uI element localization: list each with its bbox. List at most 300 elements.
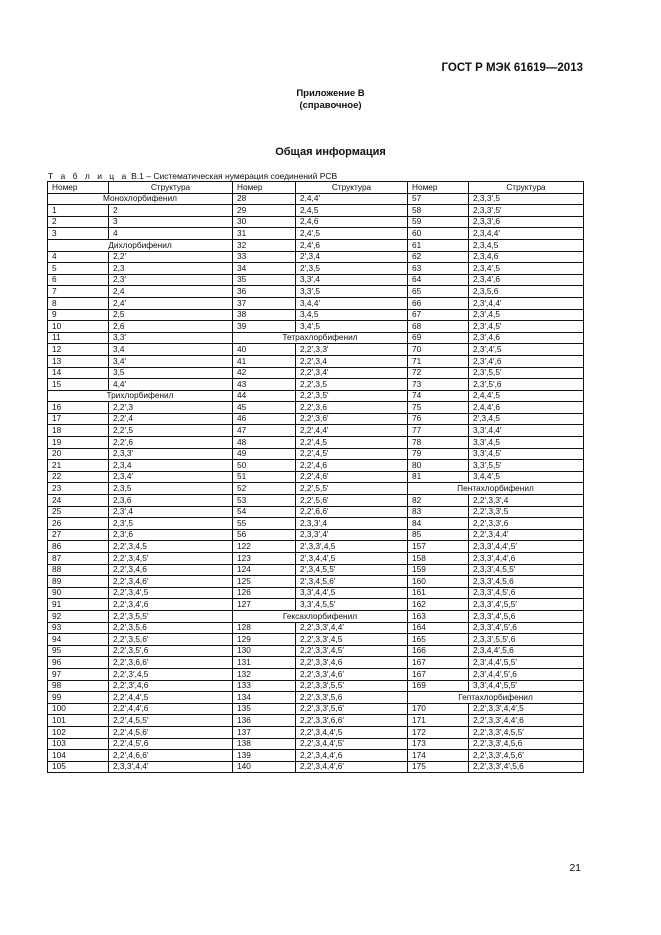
- table-cell: 158: [408, 553, 469, 565]
- table-cell: 79: [408, 448, 469, 460]
- table-cell: 123: [233, 553, 296, 565]
- table-cell: 2,2′,3,3′,4,4′: [296, 622, 408, 634]
- table-row: [48, 239, 584, 251]
- table-cell: 3: [48, 228, 109, 240]
- table-cell: 2,3,4: [109, 460, 233, 472]
- table-cell: 2,2′,3,4,4′,5: [296, 726, 408, 738]
- table-cell: 2,2′,3,4′,6: [109, 599, 233, 611]
- table-cell: 3,3′: [109, 332, 233, 344]
- table-cell: 76: [408, 413, 469, 425]
- table-cell: 23: [48, 483, 109, 495]
- table-cell: 38: [233, 309, 296, 321]
- table-cell: 2,2′,3,3′: [296, 344, 408, 356]
- table-row: [48, 529, 584, 541]
- pcb-numbering-table: [47, 181, 584, 773]
- table-cell: 2,2′,3,3′,4,4′,5: [469, 703, 584, 715]
- table-row: [48, 263, 584, 275]
- table-cell: 2,2′,4,4′,5: [109, 692, 233, 704]
- table-cell: 96: [48, 657, 109, 669]
- table-cell: 2,3,3′,4,4′,5′: [469, 541, 584, 553]
- table-cell: 140: [233, 761, 296, 773]
- table-caption: [48, 171, 337, 181]
- table-cell: 126: [233, 587, 296, 599]
- table-cell: 2,3,3′,5,5′,6: [469, 634, 584, 646]
- table-cell: 51: [233, 471, 296, 483]
- table-cell: 40: [233, 344, 296, 356]
- table-cell: 92: [48, 610, 109, 622]
- table-cell: 2,4,4′,6: [469, 402, 584, 414]
- table-cell: 2,2′,5,6′: [296, 495, 408, 507]
- table-cell: 103: [48, 738, 109, 750]
- table-cell: 73: [408, 379, 469, 391]
- table-cell: 34: [233, 263, 296, 275]
- column-header-structure: Структура: [296, 182, 408, 194]
- table-cell: 2,3′,4,5′: [469, 321, 584, 333]
- table-cell: 90: [48, 587, 109, 599]
- table-cell: 2,2′,3,3′,4,5,5′: [469, 726, 584, 738]
- table-cell: 71: [408, 355, 469, 367]
- table-cell: 2,3,4,4′,5,6: [469, 645, 584, 657]
- table-cell: 2,2′,3,4,5′: [109, 553, 233, 565]
- table-cell: 2,2′,3,3′,5,6′: [296, 703, 408, 715]
- congener-group-heading: Дихлорбифенил: [48, 239, 233, 251]
- table-cell: 18: [48, 425, 109, 437]
- table-cell: 22: [48, 471, 109, 483]
- table-row: [48, 413, 584, 425]
- table-cell: 2,2′,3,4,4′,6′: [296, 761, 408, 773]
- table-row: [48, 367, 584, 379]
- table-cell: 3,3′,4,5: [469, 437, 584, 449]
- table-cell: 2,2′,3,5,6′: [109, 634, 233, 646]
- table-cell: 37: [233, 297, 296, 309]
- table-cell: 16: [48, 402, 109, 414]
- table-cell: 62: [408, 251, 469, 263]
- table-cell: 2,4′,6: [296, 239, 408, 251]
- table-cell: 43: [233, 379, 296, 391]
- table-cell: 2,2′,3,4,4′: [469, 529, 584, 541]
- table-cell: 2,2′,3: [109, 402, 233, 414]
- table-cell: 135: [233, 703, 296, 715]
- table-cell: 129: [233, 634, 296, 646]
- table-cell: 2,5: [109, 309, 233, 321]
- table-cell: 2,2′,3,3′,6,6′: [296, 715, 408, 727]
- table-row: [48, 483, 584, 495]
- table-cell: 57: [408, 193, 469, 205]
- table-cell: 2,2′,3,4,6: [109, 564, 233, 576]
- table-cell: 85: [408, 529, 469, 541]
- table-cell: 46: [233, 413, 296, 425]
- table-cell: 2,2′,3,5′: [296, 390, 408, 402]
- table-cell: 2,2′,3,6,6′: [109, 657, 233, 669]
- table-cell: 26: [48, 518, 109, 530]
- table-cell: 2,2′,3,4′,5: [109, 587, 233, 599]
- table-cell: 2,3,3′,4,5′,6: [469, 587, 584, 599]
- table-row: [48, 587, 584, 599]
- table-row: [48, 193, 584, 205]
- table-cell: 39: [233, 321, 296, 333]
- table-cell: 91: [48, 599, 109, 611]
- table-cell: 82: [408, 495, 469, 507]
- table-cell: 2,2′,4,6′: [296, 471, 408, 483]
- table-cell: 3,5: [109, 367, 233, 379]
- standard-designation: ГОСТ Р МЭК 61619—2013: [441, 62, 583, 74]
- table-cell: 2,2′,3,4′: [296, 367, 408, 379]
- table-cell: 4: [109, 228, 233, 240]
- table-cell: 2,3,3′,4,5,6: [469, 576, 584, 588]
- table-cell: 128: [233, 622, 296, 634]
- table-cell: 2,2′,3,6′: [296, 413, 408, 425]
- table-row: [48, 576, 584, 588]
- table-cell: 105: [48, 761, 109, 773]
- table-cell: 81: [408, 471, 469, 483]
- column-header-structure: Структура: [109, 182, 233, 194]
- table-row: [48, 355, 584, 367]
- congener-group-heading: Тетрахлорбифенил: [233, 332, 408, 344]
- table-row: [48, 726, 584, 738]
- table-row: [48, 553, 584, 565]
- table-cell: 2,2′,3,3′,5,6: [296, 692, 408, 704]
- table-cell: 42: [233, 367, 296, 379]
- table-cell: 134: [233, 692, 296, 704]
- table-cell: 74: [408, 390, 469, 402]
- table-caption-prefix: Т а б л и ц а: [48, 171, 129, 181]
- table-cell: 47: [233, 425, 296, 437]
- table-cell: 63: [408, 263, 469, 275]
- table-cell: 69: [408, 332, 469, 344]
- table-cell: 54: [233, 506, 296, 518]
- table-cell: 2,4′,5: [296, 228, 408, 240]
- table-cell: 3,3′,4,4′,5,5′: [469, 680, 584, 692]
- section-title: Общая информация: [275, 146, 386, 158]
- table-cell: 2,2′,4,5,6′: [109, 726, 233, 738]
- table-cell: 125: [233, 576, 296, 588]
- table-cell: 2,3′,6: [109, 529, 233, 541]
- table-cell: 32: [233, 239, 296, 251]
- congener-group-heading: Трихлорбифенил: [48, 390, 233, 402]
- congener-group-heading: Гептахлорбифенил: [408, 692, 584, 704]
- table-row: [48, 715, 584, 727]
- table-cell: 2,3,3′,4′,5′,6: [469, 622, 584, 634]
- table-cell: 36: [233, 286, 296, 298]
- table-cell: 2,2′,4,6: [296, 460, 408, 472]
- table-cell: 10: [48, 321, 109, 333]
- table-cell: 77: [408, 425, 469, 437]
- table-row: [48, 668, 584, 680]
- table-cell: 133: [233, 680, 296, 692]
- table-cell: 165: [408, 634, 469, 646]
- table-cell: 59: [408, 216, 469, 228]
- table-cell: 84: [408, 518, 469, 530]
- table-cell: 139: [233, 750, 296, 762]
- table-cell: 45: [233, 402, 296, 414]
- table-row: [48, 251, 584, 263]
- table-cell: 12: [48, 344, 109, 356]
- table-cell: 1: [48, 205, 109, 217]
- congener-group-heading: Монохлорбифенил: [48, 193, 233, 205]
- table-cell: 2,2′,3′,4,6: [109, 680, 233, 692]
- table-cell: 104: [48, 750, 109, 762]
- table-cell: 53: [233, 495, 296, 507]
- table-cell: 2,2′,3,3′,4,6: [296, 657, 408, 669]
- table-cell: 2,2′,3,6: [296, 402, 408, 414]
- table-cell: 2,3,4′: [109, 471, 233, 483]
- table-cell: 2,2′,3,4,6′: [109, 576, 233, 588]
- table-row: [48, 610, 584, 622]
- table-cell: 3,3′,4,4′: [469, 425, 584, 437]
- table-cell: 30: [233, 216, 296, 228]
- table-cell: 2,3′,5: [109, 518, 233, 530]
- table-cell: 2,3,3′,4,5,5′: [469, 564, 584, 576]
- table-cell: 6: [48, 274, 109, 286]
- table-header-row: [48, 182, 584, 194]
- table-cell: 97: [48, 668, 109, 680]
- table-cell: 2,2′,3,3′,6: [469, 518, 584, 530]
- table-cell: 50: [233, 460, 296, 472]
- table-cell: 2,2′,3,3′,4,6′: [296, 668, 408, 680]
- table-cell: 2,3,4,6: [469, 251, 584, 263]
- table-cell: 174: [408, 750, 469, 762]
- table-cell: 3,3′,4: [296, 274, 408, 286]
- table-cell: 160: [408, 576, 469, 588]
- table-cell: 48: [233, 437, 296, 449]
- table-cell: 2,2′,3,3′,5: [469, 506, 584, 518]
- table-row: [48, 321, 584, 333]
- table-cell: 2,3,4,4′: [469, 228, 584, 240]
- table-row: [48, 703, 584, 715]
- table-cell: 20: [48, 448, 109, 460]
- table-cell: 2,2′,4,4′,6: [109, 703, 233, 715]
- table-cell: 2,2′,6,6′: [296, 506, 408, 518]
- table-cell: 2,4,4′: [296, 193, 408, 205]
- table-cell: 2,2′,4: [109, 413, 233, 425]
- table-cell: 2,2′,4,5: [296, 437, 408, 449]
- table-cell: 124: [233, 564, 296, 576]
- column-header-structure: Структура: [469, 182, 584, 194]
- table-cell: 138: [233, 738, 296, 750]
- table-cell: 2′,3,4,4′,5: [296, 553, 408, 565]
- table-cell: 2,2′,3′,4,5: [109, 668, 233, 680]
- table-cell: 61: [408, 239, 469, 251]
- table-row: [48, 286, 584, 298]
- table-row: [48, 738, 584, 750]
- table-cell: 2,3,3′,5′: [469, 205, 584, 217]
- table-row: [48, 645, 584, 657]
- table-cell: 170: [408, 703, 469, 715]
- table-row: [48, 460, 584, 472]
- table-cell: 175: [408, 761, 469, 773]
- table-row: [48, 228, 584, 240]
- table-cell: 31: [233, 228, 296, 240]
- table-row: [48, 390, 584, 402]
- table-cell: 98: [48, 680, 109, 692]
- table-cell: 2′,3,4,5,5′: [296, 564, 408, 576]
- table-cell: 159: [408, 564, 469, 576]
- table-cell: 55: [233, 518, 296, 530]
- table-cell: 3,4,5: [296, 309, 408, 321]
- appendix-kind: (справочное): [299, 100, 362, 111]
- table-row: [48, 344, 584, 356]
- table-cell: 2,2′,4,6,6′: [109, 750, 233, 762]
- table-cell: 14: [48, 367, 109, 379]
- table-cell: 3,4,4′,5: [469, 471, 584, 483]
- column-header-number: Номер: [233, 182, 296, 194]
- table-cell: 2,4,5: [296, 205, 408, 217]
- table-cell: 68: [408, 321, 469, 333]
- table-cell: 2′,3,3′,4,5: [296, 541, 408, 553]
- table-row: [48, 205, 584, 217]
- table-cell: 28: [233, 193, 296, 205]
- table-cell: 49: [233, 448, 296, 460]
- table-cell: 2,3,5: [109, 483, 233, 495]
- congener-group-heading: Гексахлорбифенил: [233, 610, 408, 622]
- table-cell: 2,3,4,5: [469, 239, 584, 251]
- table-cell: 25: [48, 506, 109, 518]
- table-cell: 2,3,3′,4′: [296, 529, 408, 541]
- table-cell: 89: [48, 576, 109, 588]
- table-row: [48, 216, 584, 228]
- table-cell: 2,4,4′,5: [469, 390, 584, 402]
- table-cell: 2,3,6: [109, 495, 233, 507]
- table-cell: 8: [48, 297, 109, 309]
- table-cell: 2,3′,4,4′,5,5′: [469, 657, 584, 669]
- table-cell: 3,3′,4,4′,5: [296, 587, 408, 599]
- table-cell: 64: [408, 274, 469, 286]
- table-cell: 2,3,3′,4: [296, 518, 408, 530]
- table-cell: 132: [233, 668, 296, 680]
- table-cell: 2,3,3′,4′,5,5′: [469, 599, 584, 611]
- table-row: [48, 495, 584, 507]
- table-cell: 2,2′,4,5,5′: [109, 715, 233, 727]
- table-cell: 2′,3,4,5,6′: [296, 576, 408, 588]
- table-cell: 9: [48, 309, 109, 321]
- congener-group-heading: Пентахлорбифенил: [408, 483, 584, 495]
- table-cell: 2,3,3′,4′,5,6: [469, 610, 584, 622]
- page-number: 21: [569, 862, 581, 874]
- table-cell: 2,2′,3,5′,6: [109, 645, 233, 657]
- table-cell: 93: [48, 622, 109, 634]
- table-cell: 102: [48, 726, 109, 738]
- table-cell: 66: [408, 297, 469, 309]
- table-cell: 2,2′,4,5′: [296, 448, 408, 460]
- table-cell: 2,2′,3,3′,4,5′: [296, 645, 408, 657]
- table-row: [48, 750, 584, 762]
- table-cell: 131: [233, 657, 296, 669]
- column-header-number: Номер: [408, 182, 469, 194]
- table-cell: 80: [408, 460, 469, 472]
- table-cell: 13: [48, 355, 109, 367]
- table-cell: 2,3′: [109, 274, 233, 286]
- table-cell: 2,3,3′,6: [469, 216, 584, 228]
- table-row: [48, 599, 584, 611]
- table-cell: 2,4′: [109, 297, 233, 309]
- table-cell: 2,3′,4: [109, 506, 233, 518]
- table-cell: 127: [233, 599, 296, 611]
- table-cell: 3: [109, 216, 233, 228]
- table-cell: 2,3,3′,4,4′: [109, 761, 233, 773]
- table-cell: 2,2′,3,4,4′,5′: [296, 738, 408, 750]
- table-cell: 15: [48, 379, 109, 391]
- table-cell: 2,3: [109, 263, 233, 275]
- table-cell: 2,2′,3,4,4′,6: [296, 750, 408, 762]
- table-cell: 27: [48, 529, 109, 541]
- table-cell: 56: [233, 529, 296, 541]
- table-cell: 137: [233, 726, 296, 738]
- table-cell: 2,2′,3,3′,4′,5,6: [469, 761, 584, 773]
- table-cell: 2,2′,3,3′,4,5,6: [469, 738, 584, 750]
- table-cell: 2: [48, 216, 109, 228]
- table-cell: 2,2′,5: [109, 425, 233, 437]
- table-row: [48, 448, 584, 460]
- table-cell: 4: [48, 251, 109, 263]
- table-cell: 41: [233, 355, 296, 367]
- table-cell: 7: [48, 286, 109, 298]
- table-cell: 83: [408, 506, 469, 518]
- table-cell: 3,4,4′: [296, 297, 408, 309]
- table-cell: 2′,3,4,5: [469, 413, 584, 425]
- table-cell: 2,3,3′,5: [469, 193, 584, 205]
- table-row: [48, 541, 584, 553]
- table-caption-text: В.1 – Систематическая нумерация соединений РСВ: [128, 171, 338, 181]
- table-cell: 2,2′,3,4,5: [109, 541, 233, 553]
- table-cell: 2,3,4′,5: [469, 263, 584, 275]
- table-cell: 2,3,5,6: [469, 286, 584, 298]
- table-cell: 2: [109, 205, 233, 217]
- table-cell: 100: [48, 703, 109, 715]
- table-cell: 2,3,3′: [109, 448, 233, 460]
- table-cell: 171: [408, 715, 469, 727]
- table-cell: 5: [48, 263, 109, 275]
- appendix-title: Приложение В: [296, 88, 365, 99]
- table-row: [48, 297, 584, 309]
- table-cell: 2′,3,4: [296, 251, 408, 263]
- table-cell: 35: [233, 274, 296, 286]
- table-cell: 3,4′: [109, 355, 233, 367]
- table-row: [48, 332, 584, 344]
- table-cell: 122: [233, 541, 296, 553]
- table-cell: 2,2′,3,4: [296, 355, 408, 367]
- table-cell: 173: [408, 738, 469, 750]
- table-cell: 3,4: [109, 344, 233, 356]
- table-row: [48, 692, 584, 704]
- table-cell: 94: [48, 634, 109, 646]
- table-cell: 3,3′,4,5,5′: [296, 599, 408, 611]
- table-cell: 60: [408, 228, 469, 240]
- table-cell: 2,3′,4,4′,5′,6: [469, 668, 584, 680]
- table-cell: 136: [233, 715, 296, 727]
- table-cell: 65: [408, 286, 469, 298]
- table-cell: 167: [408, 657, 469, 669]
- table-cell: 3,3′,5: [296, 286, 408, 298]
- table-row: [48, 425, 584, 437]
- table-cell: 17: [48, 413, 109, 425]
- table-cell: 3,4′,5: [296, 321, 408, 333]
- table-cell: 2,2′,6: [109, 437, 233, 449]
- table-cell: 2,3′,4′,6: [469, 355, 584, 367]
- table-cell: 157: [408, 541, 469, 553]
- table-cell: 70: [408, 344, 469, 356]
- table-cell: 2,2′,3,3′,4,5,6′: [469, 750, 584, 762]
- table-cell: 161: [408, 587, 469, 599]
- table-cell: 2,3,3′,4,4′,6: [469, 553, 584, 565]
- table-cell: 164: [408, 622, 469, 634]
- table-cell: 162: [408, 599, 469, 611]
- column-header-number: Номер: [48, 182, 109, 194]
- table-cell: 29: [233, 205, 296, 217]
- table-row: [48, 437, 584, 449]
- table-cell: 2,2′,3,5,6: [109, 622, 233, 634]
- table-cell: 2,2′,3,3′,4: [469, 495, 584, 507]
- table-cell: 75: [408, 402, 469, 414]
